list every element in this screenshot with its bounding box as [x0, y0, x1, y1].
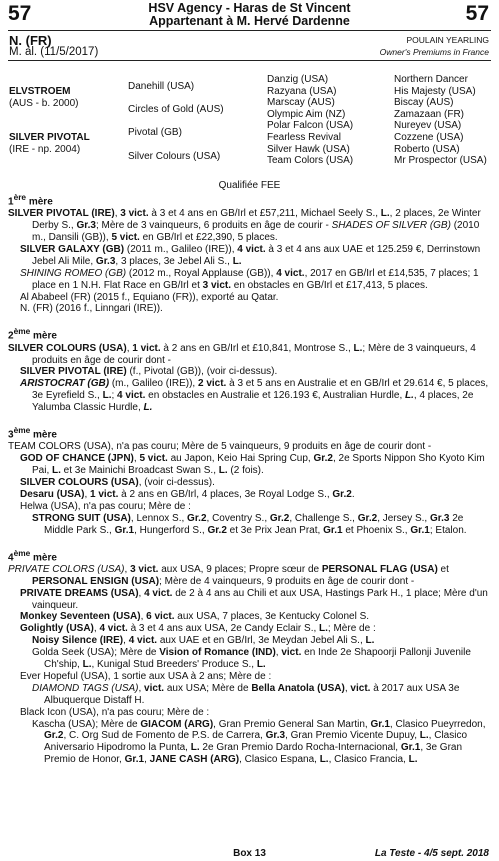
lot-number-right: 57 — [465, 2, 489, 25]
para-24: Kascha (USA); Mère de GIACOM (ARG), Gran Premio General San Martin, Gr.1, Clasico Pueyrredon, Gr.2, C. Org Sud de Fomento de P.S. de Carrera, Gr.3, Gran Premio Vicente Dupuy, L., Clasico Aniversario Hipodromo la Punta, L. 2e Gran Premio Dardo Rocha-Internacional, Gr.1, 3e Gran Premio de Honor, Gr.1, JANE CASH (ARG), Clasico Espana, L., Clasico Francia, L. — [32, 718, 486, 766]
ped-g4-5: Nureyev (USA) — [394, 120, 462, 132]
catalogue-body — [8, 192, 490, 766]
section-first-dam: 1ère mère — [8, 192, 53, 208]
sale-type: POULAIN YEARLING — [406, 35, 489, 45]
ped-g4-7: Roberto (USA) — [394, 143, 460, 155]
box-number: Box 13 — [233, 848, 266, 859]
ped-g3-3: Marscay (AUS) — [267, 97, 335, 109]
para-7: SILVER PIVOTAL (IRE) (f., Pivotal (GB)), (voir ci-dessus). — [20, 366, 278, 378]
ped-g3-4: Olympic Aim (NZ) — [267, 108, 346, 120]
para-8: ARISTOCRAT (GB) (m., Galileo (IRE)), 2 vict. à 3 et 5 ans en Australie et en GB/Irl et 29.614 €, 5 places, 3e Eyrefield S., L.; 4 vict. en obstacles en Australie et 126.193 €, Australian Hurdle, L., 4 places, 2e Yalumba Classic Hurdle, L. — [20, 378, 489, 414]
section-second-dam: 2ème mère — [8, 326, 57, 342]
pedigree-dam — [9, 132, 90, 155]
para-2: SILVER GALAXY (GB) (2011 m., Galileo (IRE)), 4 vict. à 3 et 4 ans aux UAE et 125.259 €, Derrinstown Jebel Ali Mile, Gr.3, 3 places, 3e Jebel Ali S., L. — [20, 243, 481, 267]
para-6: SILVER COLOURS (USA), 1 vict. à 2 ans en GB/Irl et £10,841, Montrose S., L.; Mère de 3 vainqueurs, 4 produits en âge de courir dont - — [8, 342, 476, 366]
header-rule-bottom — [8, 60, 491, 61]
ped-g4-2: His Majesty (USA) — [394, 85, 476, 97]
para-12: Desaru (USA), 1 vict. à 2 ans en GB/Irl, 4 places, 3e Royal Lodge S., Gr.2. — [20, 488, 355, 500]
ped-g3-2: Razyana (USA) — [267, 85, 337, 97]
para-17: Monkey Seventeen (USA), 6 vict. aux USA, 7 places, 3e Kentucky Colonel S. — [20, 611, 370, 623]
owner-premium: Owner's Premiums in France — [379, 47, 489, 57]
horse-sex-birth: M. al. (11/5/2017) — [9, 46, 99, 58]
header-rule-top — [8, 30, 491, 31]
ped-g3-8: Team Colors (USA) — [267, 155, 354, 167]
ped-g3-5: Polar Falcon (USA) — [267, 120, 354, 132]
lot-number-left: 57 — [8, 2, 32, 25]
ped-gen3 — [267, 74, 353, 167]
para-9: TEAM COLORS (USA), n'a pas couru; Mère de 5 vainqueurs, 9 produits en âge de courir dont - — [8, 441, 432, 453]
section-fourth-dam: 4ème mère — [8, 547, 57, 563]
para-13: Helwa (USA), n'a pas couru; Mère de : — [20, 500, 191, 512]
para-15: PRIVATE COLORS (USA), 3 vict. aux USA, 9 places; Propre sœur de PERSONAL FLAG (USA) et PERSONAL ENSIGN (USA); Mère de 4 vainqueurs, 9 produits en âge de courir dont - — [8, 563, 449, 587]
para-22: DIAMOND TAGS (USA), vict. aux USA; Mère de Bella Anatola (USA), vict. à 2017 aux USA 3e Albuquerque Distaff H. — [32, 682, 460, 706]
section-third-dam: 3ème mère — [8, 425, 57, 441]
para-1: SILVER PIVOTAL (IRE), 3 vict. à 3 et 4 ans en GB/Irl et £57,211, Michael Seely S., L., 2 places, 2e Winter Derby S., Gr.3; Mère de 3 vainqueurs, 6 produits en âge de courir - SHADES OF SILVER (GB) (2010 m., Dansili (GB)), 5 vict. en GB/Irl et £22,390, 5 places. — [8, 208, 481, 244]
ped-g3-6: Fearless Revival — [267, 131, 341, 143]
para-21: Ever Hopeful (USA), 1 sortie aux USA à 2 ans; Mère de : — [20, 670, 272, 682]
sire-info: (AUS - b. 2000) — [9, 97, 79, 109]
ped-g3-7: Silver Hawk (USA) — [267, 143, 350, 155]
sire-name: ELVSTROEM — [9, 86, 71, 97]
dam-name: SILVER PIVOTAL — [9, 132, 90, 143]
sale-location-date: La Teste - 4/5 sept. 2018 — [374, 848, 489, 859]
qualification-note: Qualifiée FEE — [218, 180, 281, 191]
para-4: Al Ababeel (FR) (2015 f., Equiano (FR)), exporté au Qatar. — [20, 291, 279, 303]
para-5: N. (FR) (2016 f., Linngari (IRE)). — [20, 303, 163, 315]
ped-g4-6: Cozzene (USA) — [394, 131, 464, 143]
para-19: Noisy Silence (IRE), 4 vict. aux UAE et en GB/Irl, 3e Meydan Jebel Ali S., L. — [32, 635, 375, 647]
para-3: SHINING ROMEO (GB) (2012 m., Royal Applause (GB)), 4 vict., 2017 en GB/Irl et £14,535, 7 places; 1 place en 1 N.H. Flat Race en GB/Irl et 3 vict. en obstacles en GB/Irl et £17,413, 5 places. — [20, 267, 479, 291]
ped-g2-1: Danehill (USA) — [128, 81, 195, 92]
para-14: STRONG SUIT (USA), Lennox S., Gr.2, Coventry S., Gr.2, Challenge S., Gr.2, Jersey S., Gr.3 2e Middle Park S., Gr.1, Hungerford S., Gr.2 et 3e Prix Jean Prat, Gr.1 et Phoenix S., Gr.1; Etalon. — [32, 512, 467, 536]
ped-g4-4: Zamazaan (FR) — [394, 108, 465, 120]
ped-g4-3: Biscay (AUS) — [394, 97, 454, 109]
para-11: SILVER COLOURS (USA), (voir ci-dessus). — [20, 477, 215, 489]
ped-g4-1: Northern Dancer — [394, 74, 468, 85]
agency-header — [0, 2, 499, 28]
ped-g2-3: Pivotal (GB) — [128, 127, 182, 138]
ped-g2-4: Silver Colours (USA) — [128, 151, 221, 162]
ped-g4-8: Mr Prospector (USA) — [394, 155, 487, 167]
dam-info: (IRE - np. 2004) — [9, 143, 81, 155]
ped-g3-1: Danzig (USA) — [267, 74, 329, 85]
para-18: Golightly (USA), 4 vict. à 3 et 4 ans aux USA, 2e Candy Eclair S., L.; Mère de : — [20, 623, 376, 635]
ped-gen4 — [394, 74, 487, 167]
para-23: Black Icon (USA), n'a pas couru; Mère de : — [20, 706, 210, 718]
para-20: Golda Seek (USA); Mère de Vision of Romance (IND), vict. en Inde 2e Shapoorji Pallonji Juvenile Ch'ship, L., Kunigal Stud Breeders' Produce S., L. — [32, 647, 471, 671]
horse-name: N. (FR) — [9, 33, 52, 48]
para-10: GOD OF CHANCE (JPN), 5 vict. au Japon, Keio Hai Spring Cup, Gr.2, 2e Sports Nippon Sho Kyoto Kim Pai, L. et 3e Mainichi Broadcast Swan S., L. (2 fois). — [20, 453, 485, 477]
agency-line-1: HSV Agency - Haras de St Vincent — [148, 1, 351, 15]
ped-g2-2: Circles of Gold (AUS) — [128, 104, 224, 115]
para-16: PRIVATE DREAMS (USA), 4 vict. de 2 à 4 ans au Chili et aux USA, Hastings Park H., 1 place; Mère d'un vainqueur. — [20, 587, 488, 611]
agency-line-2: Appartenant à M. Hervé Dardenne — [149, 14, 350, 28]
pedigree-sire — [9, 86, 78, 109]
